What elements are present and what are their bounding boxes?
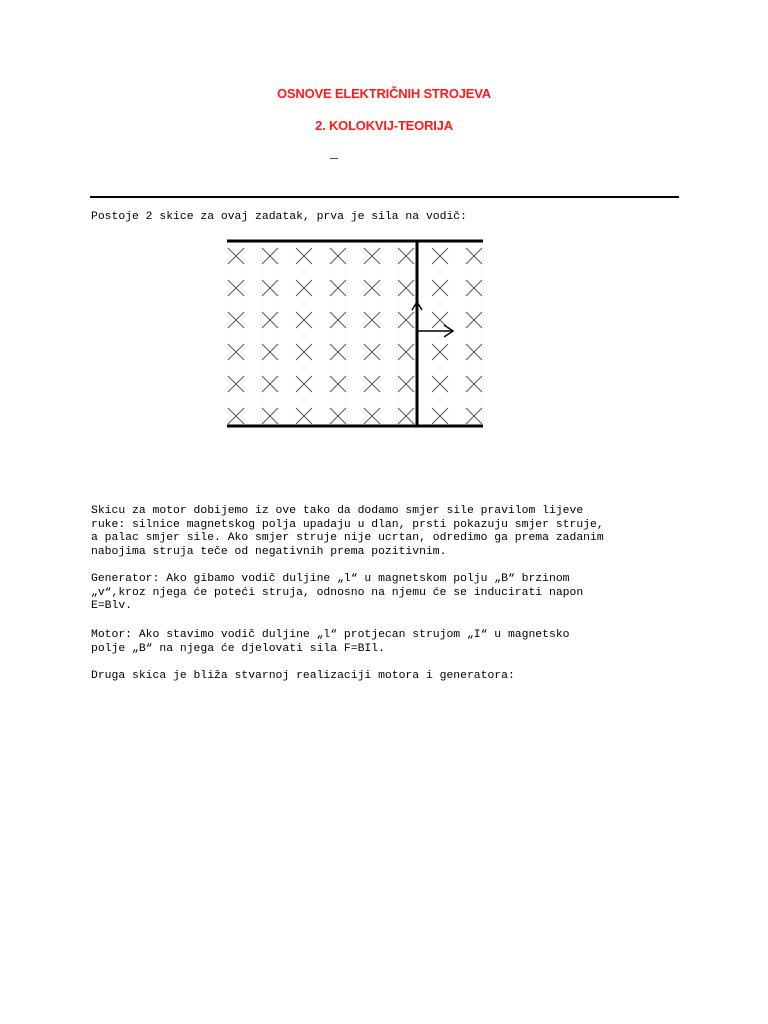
field-cross-icon [466, 408, 482, 424]
magnetic-field-grid [228, 248, 482, 424]
field-cross-icon [296, 312, 312, 328]
field-cross-icon [296, 280, 312, 296]
field-cross-icon [262, 376, 278, 392]
field-cross-icon [330, 280, 346, 296]
field-cross-icon [364, 248, 380, 264]
field-cross-icon [330, 344, 346, 360]
field-cross-icon [364, 376, 380, 392]
field-cross-icon [466, 376, 482, 392]
field-cross-icon [398, 408, 414, 424]
field-cross-icon [262, 248, 278, 264]
field-cross-icon [466, 344, 482, 360]
field-cross-icon [330, 376, 346, 392]
field-cross-icon [330, 248, 346, 264]
field-cross-icon [398, 248, 414, 264]
field-cross-icon [228, 280, 244, 296]
field-cross-icon [398, 376, 414, 392]
field-cross-icon [296, 408, 312, 424]
field-cross-icon [228, 408, 244, 424]
field-cross-icon [432, 280, 448, 296]
field-cross-icon [228, 344, 244, 360]
field-cross-icon [432, 344, 448, 360]
field-cross-icon [364, 408, 380, 424]
motor-paragraph: Motor: Ako stavimo vodič duljine „l“ protjecan strujom „I“ u magnetsko polje „B“ na njega će djelovati sila F=BIl. [91, 629, 570, 655]
field-cross-icon [466, 248, 482, 264]
motor-sketch-paragraph: Skicu za motor dobijemo iz ove tako da dodamo smjer sile pravilom lijeve ruke: silnice magnetskog polja upadaju u dlan, prsti pokazuju smjer struje, a palac smjer sile. Ako smjer struje nije ucrtan, odredimo ga prema zadanim nabojima struja teče od negativnih prema pozitivnim. [91, 505, 604, 558]
field-cross-icon [262, 344, 278, 360]
field-cross-icon [228, 376, 244, 392]
field-cross-icon [398, 312, 414, 328]
field-cross-icon [432, 248, 448, 264]
field-cross-icon [466, 312, 482, 328]
field-cross-icon [364, 312, 380, 328]
field-cross-icon [330, 408, 346, 424]
second-sketch-paragraph: Druga skica je bliža stvarnoj realizaciji motora i generatora: [91, 670, 515, 682]
field-cross-icon [398, 280, 414, 296]
field-cross-icon [432, 408, 448, 424]
field-cross-icon [296, 344, 312, 360]
field-cross-icon [262, 312, 278, 328]
intro-paragraph: Postoje 2 skice za ovaj zadatak, prva je sila na vodič: [91, 211, 467, 223]
field-cross-icon [262, 408, 278, 424]
generator-paragraph: Generator: Ako gibamo vodič duljine „l“ u magnetskom polju „B“ brzinom „v“,kroz njega će poteći struja, odnosno na njemu će se inducirati napon E=Blv. [91, 573, 584, 613]
field-cross-icon [228, 312, 244, 328]
field-cross-icon [432, 376, 448, 392]
document-subtitle: 2. KOLOKVIJ-TEORIJA [315, 118, 453, 133]
field-cross-icon [364, 344, 380, 360]
field-cross-icon [330, 312, 346, 328]
field-cross-icon [296, 248, 312, 264]
field-cross-icon [364, 280, 380, 296]
document-title: OSNOVE ELEKTRIČNIH STROJEVA [277, 86, 491, 101]
field-cross-icon [296, 376, 312, 392]
field-cross-icon [228, 248, 244, 264]
field-cross-icon [398, 344, 414, 360]
field-cross-icon [466, 280, 482, 296]
field-cross-icon [262, 280, 278, 296]
